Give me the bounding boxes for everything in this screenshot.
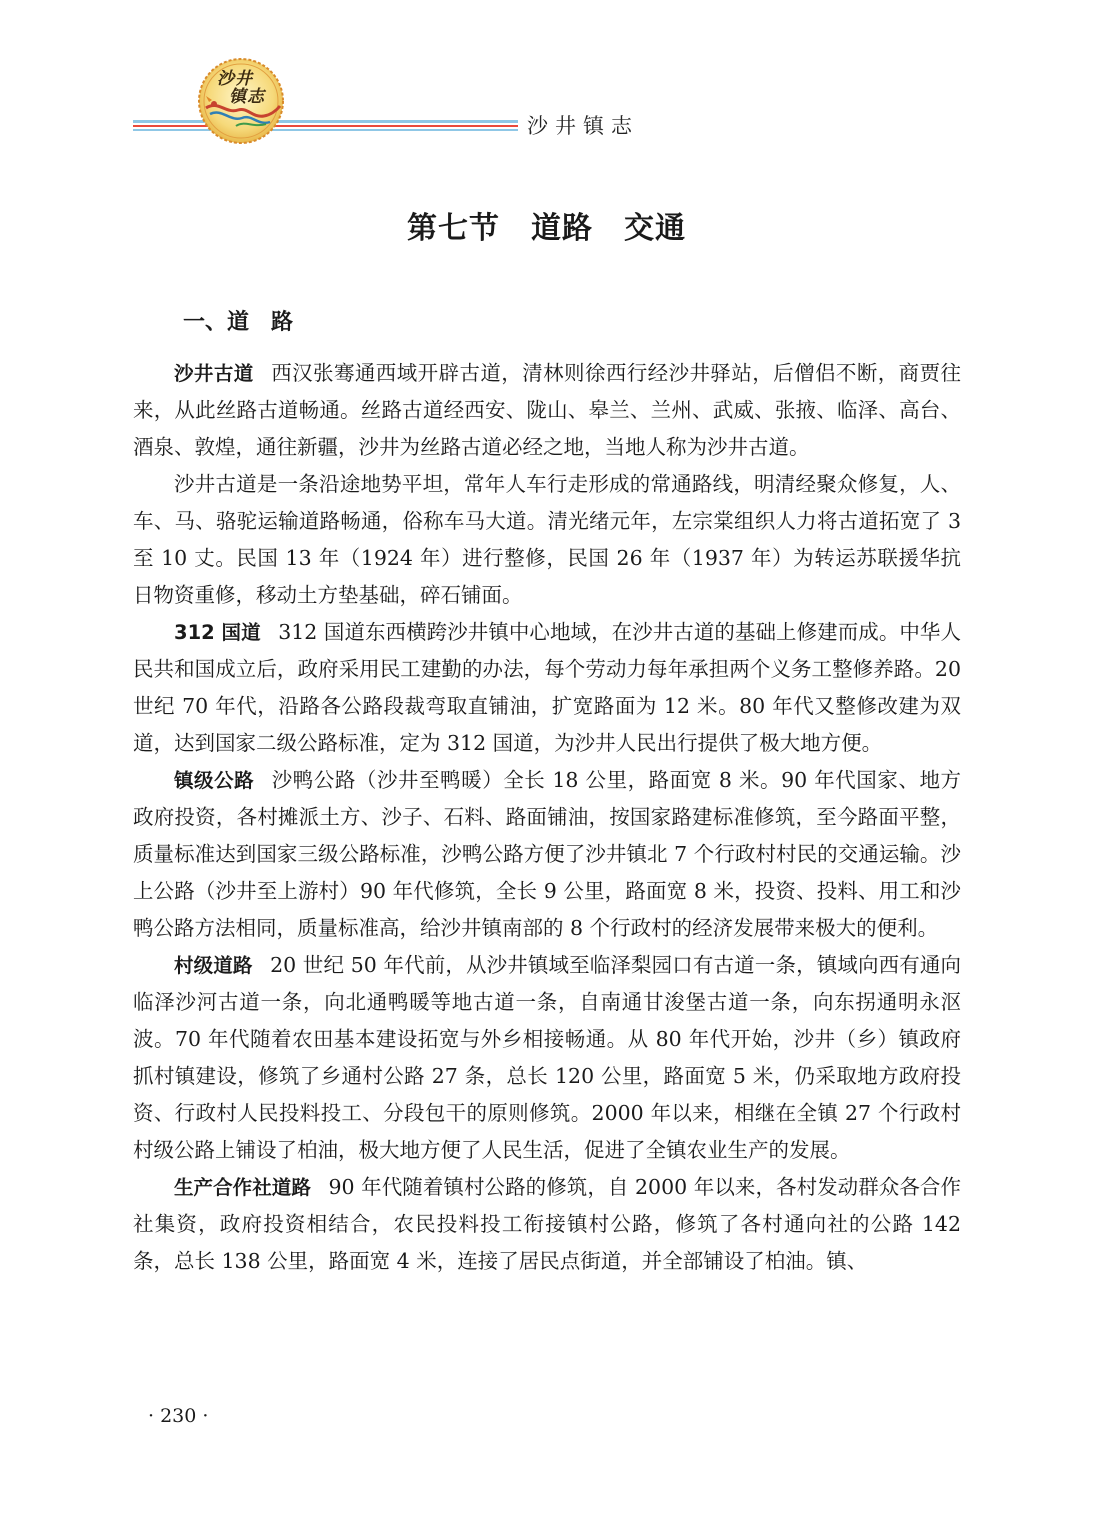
paragraph	[133, 947, 961, 1169]
header-rule	[133, 120, 518, 136]
paragraph-text: 沙井古道是一条沿途地势平坦，常年人车行走形成的常通路线，明清经聚众修复，人、车、马、骆驼运输道路畅通，俗称车马大道。清光绪元年，左宗棠组织人力将古道拓宽了 3 至 10 丈。民国 13 年（1924 年）进行整修，民国 26 年（1937 年）为转运苏联援华抗日物资重修，移动土方垫基础，碎石铺面。	[133, 472, 961, 607]
running-title: 沙井镇志	[527, 114, 639, 138]
paragraph-lead: 镇级公路	[174, 769, 255, 792]
header-emblem	[196, 56, 286, 146]
paragraph	[133, 355, 961, 466]
paragraph	[133, 614, 961, 762]
paragraph-text: 312 国道东西横跨沙井镇中心地域，在沙井古道的基础上修建而成。中华人民共和国成立后，政府采用民工建勤的办法，每个劳动力每年承担两个义务工整修养路。20 世纪 70 年代，沿路各公路段裁弯取直铺油，扩宽路面为 12 米。80 年代又整修改建为双道，达到国家二级公路标准，定为 312 国道，为沙井人民出行提供了极大地方便。	[133, 620, 961, 755]
paragraph-text: 沙鸭公路（沙井至鸭暖）全长 18 公里，路面宽 8 米。90 年代国家、地方政府投资，各村摊派土方、沙子、石料、路面铺油，按国家路建标准修筑，至今路面平整，质量标准达到国家三级公路标准，沙鸭公路方便了沙井镇北 7 个行政村村民的交通运输。沙上公路（沙井至上游村）90 年代修筑，全长 9 公里，路面宽 8 米，投资、投料、用工和沙鸭公路方法相同，质量标准高，给沙井镇南部的 8 个行政村的经济发展带来极大的便利。	[133, 768, 961, 940]
paragraph-text: 西汉张骞通西域开辟古道，清林则徐西行经沙井驿站，后僧侣不断，商贾往来，从此丝路古道畅通。丝路古道经西安、陇山、皋兰、兰州、武威、张掖、临泽、高台、酒泉、敦煌，通往新疆，沙井为丝路古道必经之地，当地人称为沙井古道。	[133, 361, 961, 459]
section-title: 第七节 道路 交通	[407, 211, 686, 246]
paragraph-lead: 312 国道	[174, 621, 261, 644]
emblem-text-line2: 镇志	[229, 87, 265, 107]
paragraph	[133, 466, 961, 614]
paragraph-text: 90 年代随着镇村公路的修筑，自 2000 年以来，各村发动群众各合作社集资，政府投资相结合，农民投料投工衔接镇村公路，修筑了各村通向社的公路 142 条，总长 138 公里，路面宽 4 米，连接了居民点街道，并全部铺设了柏油。镇、	[133, 1175, 961, 1273]
emblem-text-line1: 沙井	[217, 69, 253, 89]
header-rule-blue-top	[133, 120, 518, 123]
paragraph	[133, 1169, 961, 1280]
paragraph-lead: 沙井古道	[174, 362, 254, 385]
paragraph	[133, 762, 961, 947]
body-text	[133, 355, 961, 1280]
paragraph-lead: 生产合作社道路	[174, 1176, 311, 1199]
header-rule-blue-bottom	[133, 129, 518, 131]
page-number: · 230 ·	[148, 1405, 209, 1427]
paragraph-lead: 村级道路	[174, 954, 253, 977]
header-rule-red	[133, 125, 518, 127]
paragraph-text: 20 世纪 50 年代前，从沙井镇域至临泽梨园口有古道一条，镇域向西有通向临泽沙河古道一条，向北通鸭暖等地古道一条，自南通甘浚堡古道一条，向东拐通明永沤波。70 年代随着农田基本建设拓宽与外乡相接畅通。从 80 年代开始，沙井（乡）镇政府抓村镇建设，修筑了乡通村公路 27 条，总长 120 公里，路面宽 5 米，仍采取地方政府投资、行政村人民投料投工、分段包干的原则修筑。2000 年以来，相继在全镇 27 个行政村村级公路上铺设了柏油，极大地方便了人民生活，促进了全镇农业生产的发展。	[133, 953, 961, 1162]
subsection-title: 一、道 路	[183, 310, 294, 335]
